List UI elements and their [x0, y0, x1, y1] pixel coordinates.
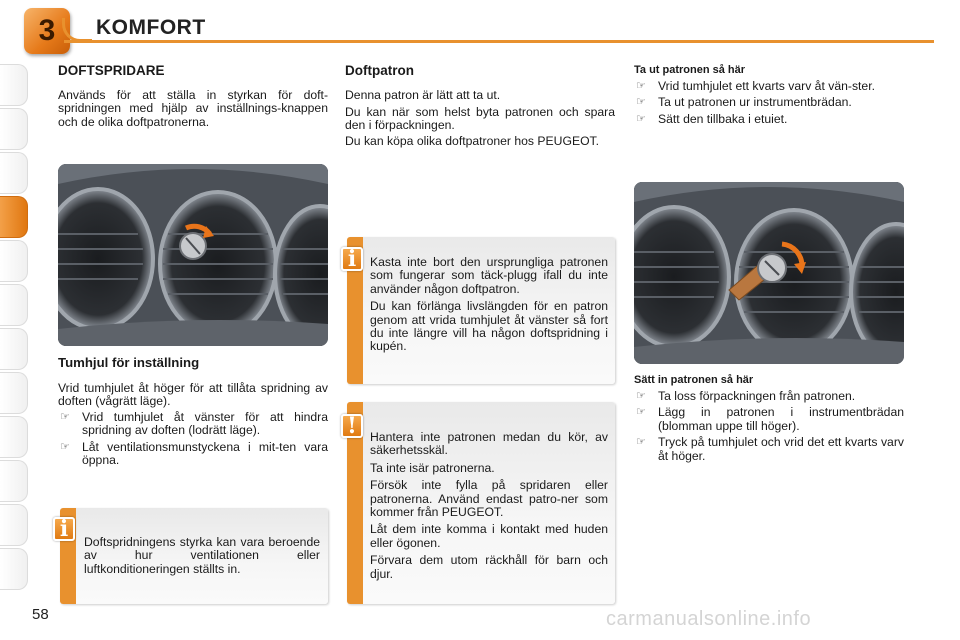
warning-paragraph: Hantera inte patronen medan du kör, av säkerhetsskäl. — [370, 430, 608, 458]
chapter-tab-6[interactable] — [0, 284, 28, 326]
chapter-tab-12[interactable] — [0, 548, 28, 590]
info-icon: i — [341, 247, 363, 271]
chapter-side-nav — [0, 64, 34, 592]
warning-paragraph: Låt dem inte komma i kontakt med huden eller ögonen. — [370, 522, 608, 550]
pointing-hand-icon: ☞ — [60, 440, 70, 453]
info-paragraph: Du kan förlänga livslängden för en patron genom att vrida tumhjulet åt vänster så fort du inte längre vill ha någon doftspridning i kupén. — [370, 299, 608, 354]
chapter-tab-2[interactable] — [0, 108, 28, 150]
doftpatron-para-1: Denna patron är lätt att ta ut. — [345, 88, 501, 102]
list-item: ☞ Vrid tumhjulet åt vänster för att hindra spridning av doften (lodrätt läge). — [60, 410, 328, 438]
warning-icon: ! — [341, 414, 363, 438]
chapter-tab-8[interactable] — [0, 372, 28, 414]
pointing-hand-icon: ☞ — [60, 411, 70, 423]
section-title-doftpatron: Doftpatron — [345, 63, 414, 78]
pointing-hand-icon: ☞ — [636, 390, 646, 402]
info-icon: i — [53, 517, 75, 541]
insert-steps-list — [634, 390, 904, 466]
remove-title: Ta ut patronen så här — [634, 64, 746, 76]
intro-paragraph: Används för att ställa in styrkan för doft-spridningen med hjälp av inställnings-knappen och de olika doftpatronerna. — [58, 88, 328, 129]
info-box-middle-text — [370, 256, 608, 358]
list-item: ☞ Sätt den tillbaka i etuiet. — [636, 111, 788, 126]
tumhjul-bullet-list — [58, 411, 328, 471]
warning-paragraph: Ta inte isär patronerna. — [370, 460, 495, 475]
chapter-tab-10[interactable] — [0, 460, 28, 502]
chapter-number-badge: 3 — [24, 8, 70, 54]
list-item: ☞ Låt ventilationsmunstyckena i mit-ten vara öppna. — [60, 439, 328, 468]
chapter-tab-5[interactable] — [0, 240, 28, 282]
warning-paragraph: Försök inte fylla på spridaren eller patronerna. Använd endast patro-ner som kommer från PEUGEOT. — [370, 478, 608, 520]
list-item: ☞ Tryck på tumhjulet och vrid det ett kvarts varv åt höger. — [636, 435, 904, 463]
chapter-tab-active[interactable] — [0, 196, 28, 238]
chapter-tab-7[interactable] — [0, 328, 28, 370]
pointing-hand-icon: ☞ — [636, 436, 646, 449]
info-paragraph: Kasta inte bort den ursprungliga patronen som fungerar som täck-plugg ifall du inte använder någon doftpatron. — [370, 255, 608, 296]
tumhjul-paragraph: Vrid tumhjulet åt höger för att tillåta spridning av doften (vågrätt läge). — [58, 381, 328, 409]
chapter-tab-1[interactable] — [0, 64, 28, 106]
header-underline — [64, 40, 934, 43]
pointing-hand-icon: ☞ — [636, 406, 646, 419]
chapter-tab-11[interactable] — [0, 504, 28, 546]
page-header — [0, 0, 960, 48]
vent-photo-right — [634, 182, 904, 364]
remove-steps-list — [634, 80, 904, 129]
list-item: ☞ Vrid tumhjulet ett kvarts varv åt vän-ster. — [636, 79, 875, 93]
doftpatron-para-2: Du kan när som helst byta patronen och spara den i förpackningen. — [345, 105, 615, 133]
pointing-hand-icon: ☞ — [636, 80, 646, 92]
chapter-tab-3[interactable] — [0, 152, 28, 194]
subsection-title-tumhjul: Tumhjul för inställning — [58, 355, 200, 370]
insert-title: Sätt in patronen så här — [634, 374, 754, 386]
pointing-hand-icon: ☞ — [636, 96, 646, 109]
doftpatron-para-3: Du kan köpa olika doftpatroner hos PEUGEOT. — [345, 134, 600, 148]
page-number: 58 — [32, 606, 49, 623]
list-item: ☞ Lägg in patronen i instrumentbrädan (blomman uppe till höger). — [636, 405, 904, 433]
watermark: carmanualsonline.info — [606, 608, 812, 630]
warning-paragraph: Förvara dem utom räckhåll för barn och djur. — [370, 553, 608, 581]
section-title-doftspridare: DOFTSPRIDARE — [58, 63, 165, 78]
info-box-left-text: Doftspridningens styrka kan vara beroende av hur ventilationen eller luftkonditioneringen ställts in. — [84, 535, 320, 576]
vent-photo-left — [58, 164, 328, 346]
page-title: KOMFORT — [96, 16, 206, 39]
warning-box-text — [370, 431, 608, 585]
list-item: ☞ Ta ut patronen ur instrumentbrädan. — [636, 95, 852, 110]
pointing-hand-icon: ☞ — [636, 112, 646, 125]
list-item: ☞ Ta loss förpackningen från patronen. — [636, 389, 856, 403]
chapter-tab-9[interactable] — [0, 416, 28, 458]
